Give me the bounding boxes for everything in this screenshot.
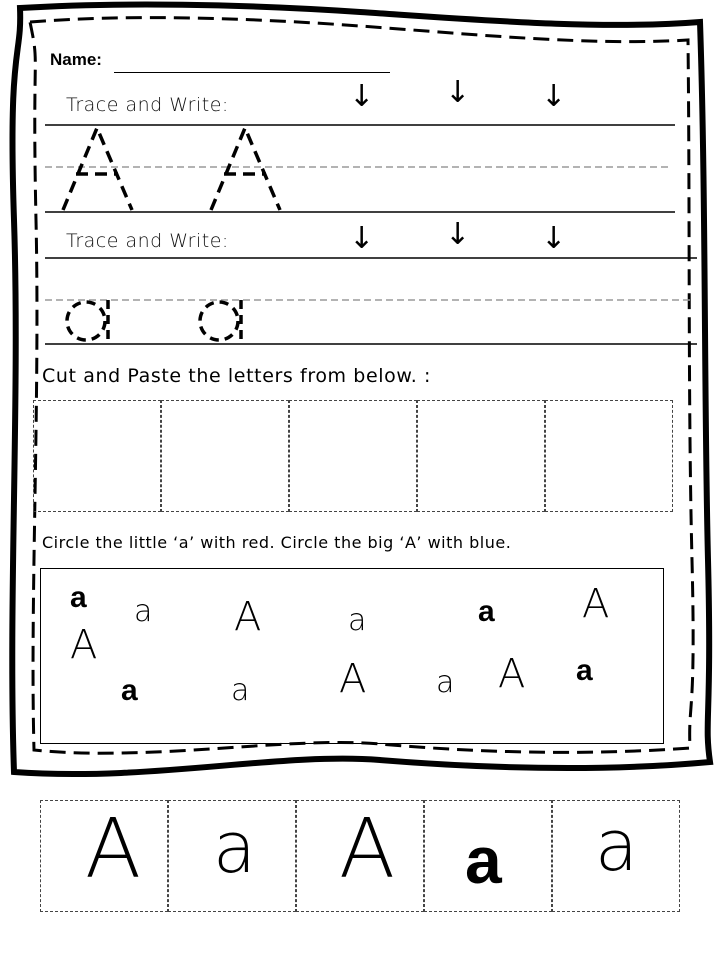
trace-letter-a <box>67 300 108 343</box>
cutout-tile[interactable] <box>424 800 552 912</box>
trace-letter-a <box>200 300 241 343</box>
letter-uppercase[interactable]: A <box>498 651 526 697</box>
cutout-tile[interactable] <box>168 800 296 912</box>
down-arrow-icon: ↓ <box>541 79 567 114</box>
name-write-line[interactable] <box>114 72 390 73</box>
paste-box[interactable] <box>161 400 289 512</box>
down-arrow-icon: ↓ <box>445 75 471 110</box>
cutout-letter-lowercase: a <box>595 805 638 887</box>
trace-title-lowercase: Trace and Write: <box>66 230 229 252</box>
name-label: Name: <box>50 50 102 69</box>
letter-uppercase[interactable]: A <box>339 656 367 702</box>
paste-box[interactable] <box>33 400 161 512</box>
paste-box[interactable] <box>417 400 545 512</box>
cutout-tile[interactable] <box>552 800 680 912</box>
trace-letter-A <box>211 128 280 210</box>
letter-uppercase[interactable]: A <box>234 594 262 640</box>
down-arrow-icon: ↓ <box>541 221 567 256</box>
letter-lowercase[interactable]: a <box>478 595 495 628</box>
cutout-tiles <box>40 800 680 912</box>
down-arrow-icon: ↓ <box>349 221 375 256</box>
circle-letters-box <box>40 568 664 744</box>
letter-lowercase[interactable]: a <box>134 594 153 629</box>
cutout-letter-uppercase: A <box>85 802 142 897</box>
letter-uppercase[interactable]: A <box>70 622 98 668</box>
cut-paste-title: Cut and Paste the letters from below. : <box>42 365 432 387</box>
letter-lowercase[interactable]: a <box>70 581 87 614</box>
trace-title-uppercase: Trace and Write: <box>66 94 229 116</box>
circle-instruction: Circle the little ‘a’ with red. Circle the big ‘A’ with blue. <box>42 533 512 552</box>
trace-letter-A <box>63 128 132 210</box>
cutout-tile[interactable] <box>296 800 424 912</box>
cutout-tile[interactable] <box>40 800 168 912</box>
letter-lowercase[interactable]: a <box>121 674 138 707</box>
paste-boxes <box>33 400 673 512</box>
down-arrow-icon: ↓ <box>445 217 471 252</box>
letter-lowercase[interactable]: a <box>576 654 593 687</box>
cutout-letter-lowercase: a <box>213 807 256 889</box>
paste-box[interactable] <box>545 400 673 512</box>
letter-lowercase[interactable]: a <box>348 603 367 638</box>
letter-lowercase[interactable]: a <box>231 673 250 708</box>
letter-lowercase[interactable]: a <box>436 665 455 700</box>
paste-box[interactable] <box>289 400 417 512</box>
down-arrow-icon: ↓ <box>349 79 375 114</box>
cutout-letter-uppercase: A <box>339 802 396 897</box>
cutout-letter-lowercase: a <box>465 823 502 897</box>
letter-uppercase[interactable]: A <box>582 581 610 627</box>
